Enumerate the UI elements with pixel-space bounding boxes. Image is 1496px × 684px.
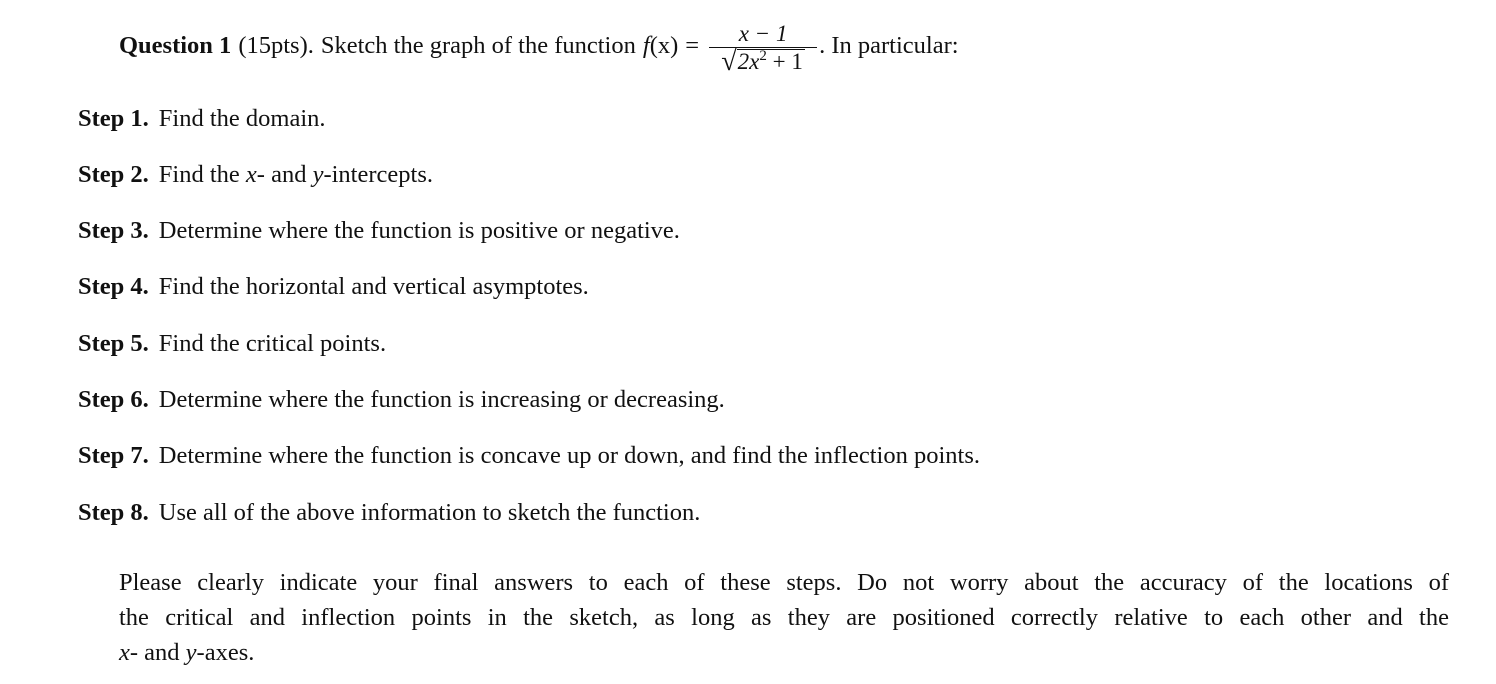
step-text: Find the critical points. <box>158 330 387 357</box>
step-text: Determine where the function is increasing or decreasing. <box>158 386 725 413</box>
var-y: y <box>312 161 324 188</box>
step-5 <box>78 329 386 359</box>
step-text: Find the horizontal and vertical asymptotes. <box>158 273 589 300</box>
step-label: Step 4. <box>78 273 149 300</box>
var-x: x <box>119 639 130 666</box>
question-prompt: Sketch the graph of the function <box>320 32 636 59</box>
function-fraction <box>709 21 817 77</box>
note-line-2: the critical and inflection points in the sketch, as long as they are positioned correctly relative to each other and the <box>119 604 1449 631</box>
step-label: Step 5. <box>78 330 149 357</box>
instructions-note <box>119 565 1449 670</box>
note-text: -axes. <box>196 639 255 666</box>
function-argument: (x) <box>649 32 679 59</box>
note-text: - and <box>129 639 186 666</box>
step-label: Step 3. <box>78 217 149 244</box>
step-text: Determine where the function is positive or negative. <box>158 217 680 244</box>
step-3 <box>78 216 680 246</box>
step-4 <box>78 272 589 302</box>
step-label: Step 7. <box>78 442 149 469</box>
step-text: Determine where the function is concave up or down, and find the inflection points. <box>158 442 980 469</box>
radicand <box>737 49 805 74</box>
note-line-1: Please clearly indicate your final answers to each of these steps. Do not worry about the accuracy of the locations of <box>119 569 1449 596</box>
question-header <box>119 21 959 77</box>
step-text: - and <box>256 161 313 188</box>
radicand-exponent: 2 <box>759 48 767 64</box>
note-line-3 <box>119 635 1449 670</box>
var-y: y <box>185 639 197 666</box>
step-text: Find the domain. <box>158 105 326 132</box>
sqrt-icon: √ <box>721 46 737 77</box>
step-label: Step 2. <box>78 161 149 188</box>
radicand-rest: + 1 <box>772 49 803 74</box>
question-suffix: . In particular: <box>819 32 959 59</box>
step-2 <box>78 160 433 190</box>
question-label: Question 1 <box>119 32 232 59</box>
radicand-base: 2x <box>737 49 760 74</box>
step-text: Find the <box>158 161 246 188</box>
function-name: f <box>642 32 650 59</box>
step-7 <box>78 441 980 471</box>
step-text: Use all of the above information to sketch the function. <box>158 499 701 526</box>
var-x: x <box>245 161 257 188</box>
step-1 <box>78 104 326 134</box>
step-text: -intercepts. <box>323 161 433 188</box>
step-label: Step 6. <box>78 386 149 413</box>
step-label: Step 8. <box>78 499 149 526</box>
step-6 <box>78 385 725 415</box>
question-points: (15pts). <box>238 32 314 59</box>
fraction-denominator <box>721 46 805 77</box>
fraction-numerator: x − 1 <box>738 21 788 46</box>
step-8 <box>78 498 700 528</box>
step-label: Step 1. <box>78 105 149 132</box>
equals-sign: = <box>685 32 700 59</box>
